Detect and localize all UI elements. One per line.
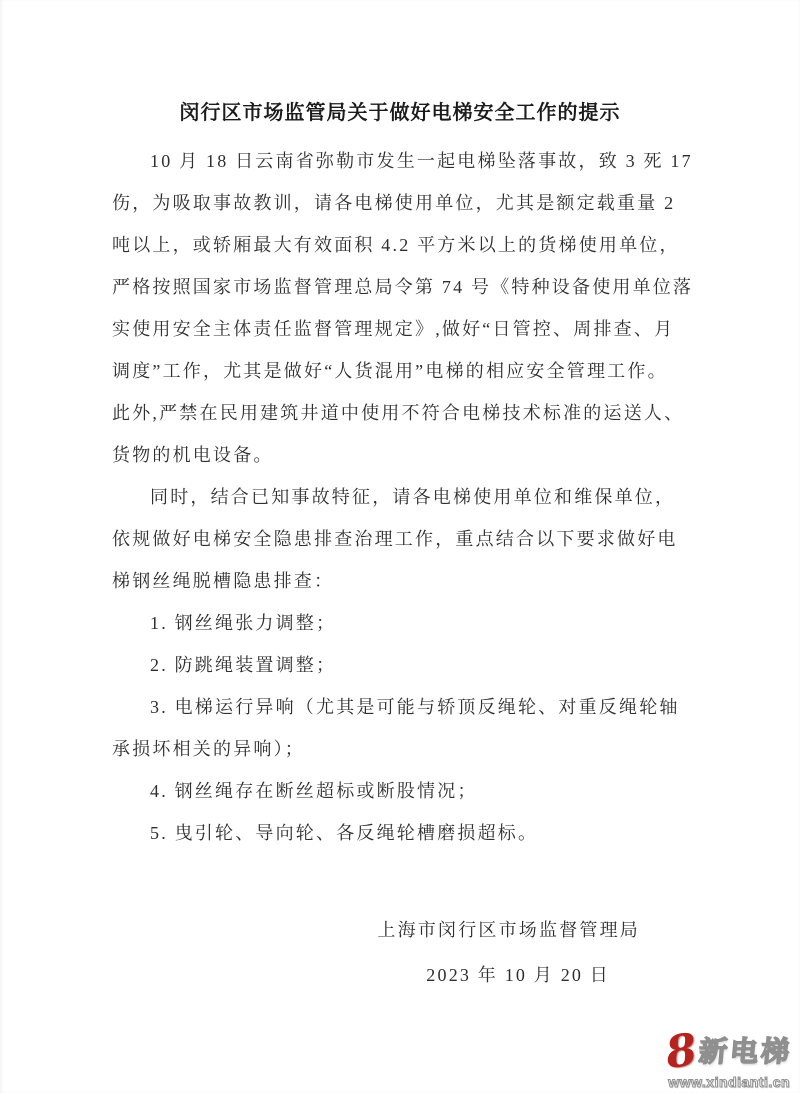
paragraph-2 — [112, 476, 688, 602]
paragraph-line: 吨以上，或轿厢最大有效面积 4.2 平方米以上的货梯使用单位， — [112, 235, 680, 255]
paragraph-line: 调度”工作，尤其是做好“人货混用”电梯的相应安全管理工作。 — [112, 361, 668, 381]
watermark-logo-row — [662, 1024, 794, 1079]
watermark-url-text: www.xindianti.cn — [668, 1074, 791, 1090]
xindianti-watermark — [662, 1024, 794, 1090]
list-item: 4. 钢丝绳存在断丝超标或断股情况； — [150, 781, 478, 801]
document-title: 闵行区市场监管局关于做好电梯安全工作的提示 — [179, 102, 621, 124]
numbered-list — [112, 602, 688, 854]
list-item: 2. 防跳绳装置调整； — [150, 655, 337, 675]
paragraph-line: 此外,严禁在民用建筑井道中使用不符合电梯技术标准的运送人、 — [112, 403, 685, 423]
list-item: 5. 曳引轮、导向轮、各反绳轮槽磨损超标。 — [150, 823, 539, 843]
watermark-brand-text: 新电梯 — [697, 1036, 794, 1067]
paragraph-line: 10 月 18 日云南省弥勒市发生一起电梯坠落事故，致 3 死 17 — [150, 151, 693, 171]
document-body — [0, 130, 800, 854]
signature-organization: 上海市闵行区市场监督管理局 — [377, 920, 640, 940]
paragraph-line: 同时，结合已知事故特征，请各电梯使用单位和维保单位， — [150, 487, 676, 507]
list-item-continuation: 承损坏相关的异响）； — [112, 739, 305, 759]
list-item: 1. 钢丝绳张力调整； — [150, 613, 337, 633]
paragraph-line: 实使用安全主体责任监督管理规定》,做好“日管控、周排查、月 — [112, 319, 675, 339]
paragraph-line: 梯钢丝绳脱槽隐患排查： — [112, 571, 335, 591]
paragraph-line: 依规做好电梯安全隐患排查治理工作，重点结合以下要求做好电 — [112, 529, 678, 549]
signature-block — [0, 909, 800, 996]
list-item: 3. 电梯运行异响（尤其是可能与轿顶反绳轮、对重反绳轮轴 — [150, 697, 680, 717]
signature-date: 2023 年 10 月 20 日 — [426, 965, 610, 985]
paragraph-line: 伤，为吸取事故教训，请各电梯使用单位，尤其是额定载重量 2 — [112, 193, 676, 213]
paragraph-line: 货物的机电设备。 — [112, 445, 274, 465]
paragraph-1 — [112, 140, 694, 476]
paragraph-line: 严格按照国家市场监督管理总局令第 74 号《特种设备使用单位落 — [112, 277, 694, 297]
xindianti-logo-icon: 8 — [662, 1024, 701, 1079]
